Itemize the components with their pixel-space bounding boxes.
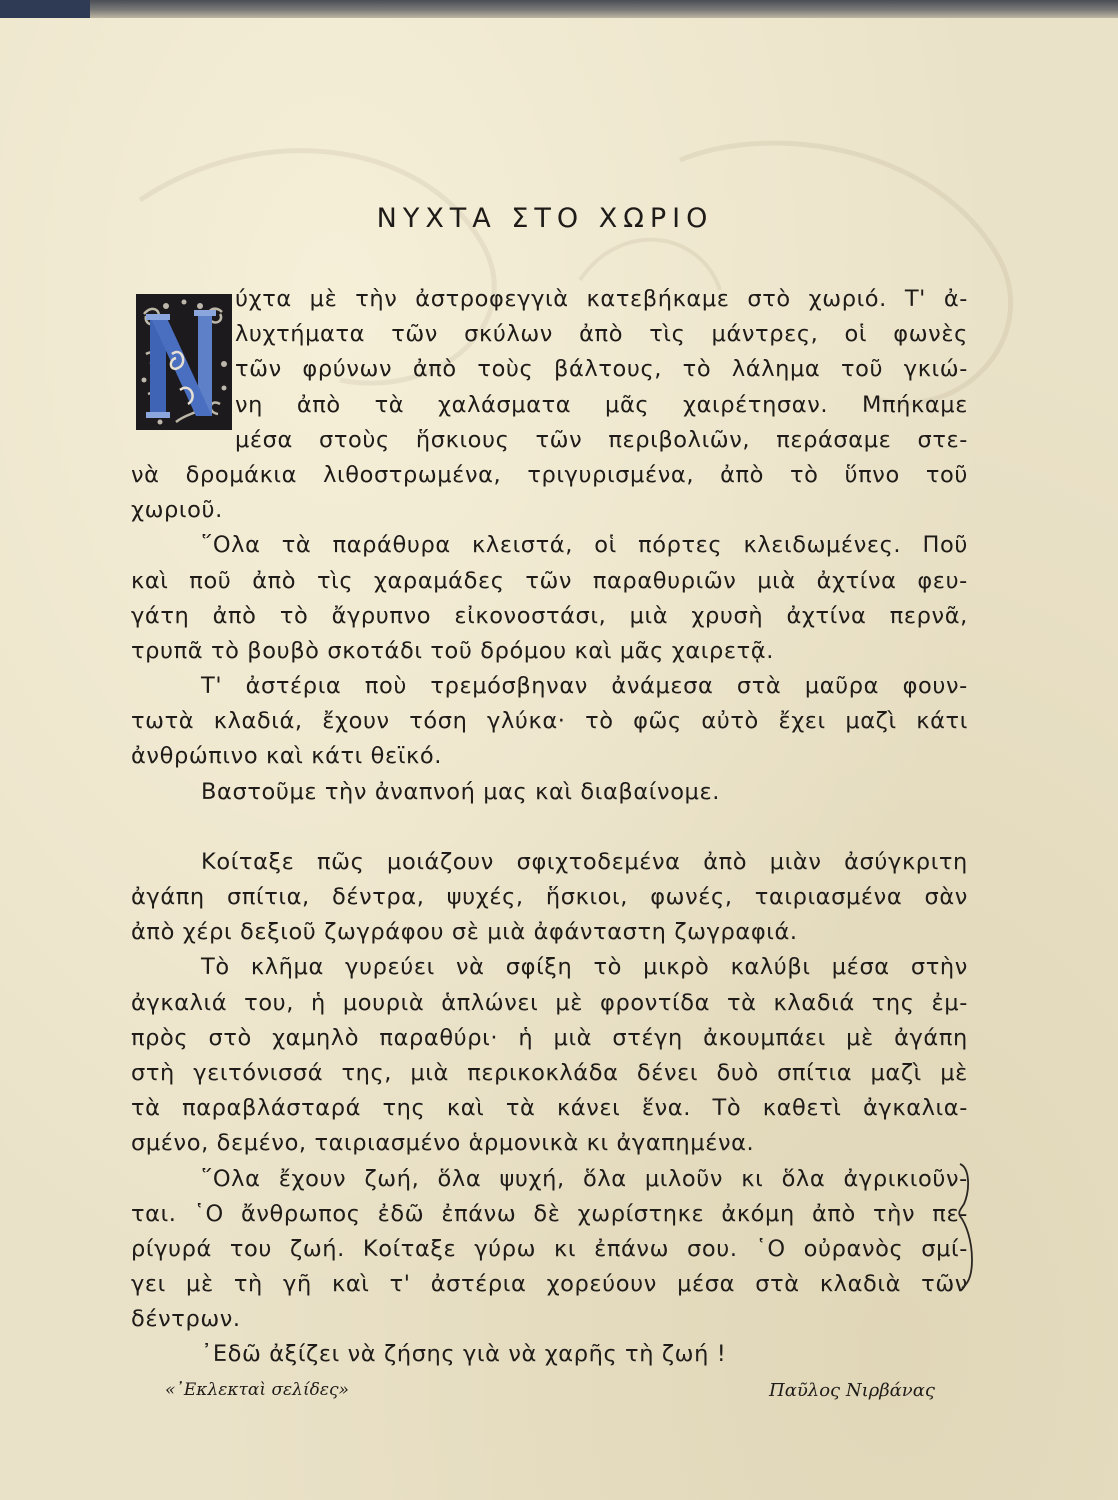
- word: ἀστέρια: [430, 1271, 527, 1298]
- text-line: [131, 1056, 968, 1091]
- word: λάλημα: [731, 356, 821, 383]
- word: τὴν: [873, 1200, 916, 1227]
- word: τόση: [409, 708, 468, 735]
- word: μιὰ: [487, 919, 526, 946]
- word: τὸ: [593, 954, 622, 981]
- word: σμί-: [921, 1235, 968, 1262]
- word: μουριὰ: [342, 989, 425, 1016]
- word: φρύνων: [302, 356, 393, 383]
- text-line: [131, 669, 968, 704]
- paragraph: [131, 1162, 968, 1338]
- word: ῾Ο: [193, 1200, 224, 1227]
- word: ἀπὸ: [131, 919, 175, 946]
- word: ἀγάπη: [894, 1024, 968, 1051]
- word: παραθύρι·: [379, 1024, 499, 1051]
- word: σπίτια,: [227, 884, 310, 910]
- word: νὰ: [131, 461, 160, 488]
- word: στε-: [917, 426, 968, 453]
- word: Τ': [201, 673, 223, 700]
- word: ύχτα: [235, 286, 292, 312]
- word: ρίγυρά: [131, 1235, 212, 1262]
- word: γάτη: [131, 602, 190, 629]
- text-line: [131, 1337, 968, 1372]
- word: ἀσύγκριτη: [844, 848, 968, 875]
- word: τὰ: [131, 1095, 161, 1122]
- word: ῞Ολα: [201, 532, 261, 559]
- word: ἀπὸ: [579, 321, 624, 348]
- word: καλύβι: [730, 954, 811, 981]
- word: στοὺς: [319, 426, 390, 453]
- word: της: [871, 989, 915, 1016]
- word: μᾶς: [619, 637, 664, 664]
- word: τὸ: [682, 356, 712, 383]
- word: τὸ: [211, 637, 240, 664]
- word: ἀγκαλια-: [863, 1095, 968, 1122]
- word: ἄνθρωπος: [240, 1200, 361, 1227]
- word: ἀνάμεσα: [611, 673, 714, 700]
- word: Τ': [904, 286, 926, 312]
- word: τὸ: [790, 461, 819, 488]
- paragraph: [131, 950, 968, 1161]
- word: ἥσκιους: [415, 426, 510, 453]
- word: μαῦρα: [804, 673, 880, 700]
- word: στὰ: [755, 1271, 800, 1298]
- word: ται.: [131, 1200, 177, 1227]
- word: ἁρμονικὰ: [468, 1130, 579, 1157]
- word: του: [229, 1235, 273, 1262]
- word: στὰ: [736, 673, 782, 700]
- word: τὴν: [324, 778, 368, 805]
- word: χορεύουν: [546, 1271, 657, 1298]
- word: του,: [244, 989, 295, 1016]
- word: της: [382, 1095, 426, 1122]
- word: μέσα: [677, 1271, 736, 1298]
- word: δρόμου: [480, 637, 567, 664]
- word: !: [716, 1341, 727, 1368]
- word: νη: [235, 391, 264, 418]
- word: ἡ: [311, 989, 326, 1016]
- word: μαζὶ: [845, 708, 897, 735]
- word: κατεβήκαμε: [586, 286, 730, 312]
- word: κάτι: [916, 708, 968, 735]
- word: ἀκουμπάει: [703, 1024, 826, 1051]
- word: χαρῆς: [544, 1341, 618, 1368]
- word: Βαστοῦμε: [201, 778, 318, 805]
- word: ἔχουν: [322, 708, 390, 735]
- text-line: [131, 845, 968, 880]
- word: ἐπάνω: [441, 1200, 517, 1227]
- top-binding-edge: [0, 0, 1118, 18]
- word: τὶς: [316, 567, 354, 594]
- word: καὶ: [265, 743, 304, 770]
- word: τῶν: [525, 567, 573, 594]
- word: αὐτὸ: [701, 708, 759, 735]
- word: χαραμάδες: [373, 567, 505, 594]
- section-gap: [131, 810, 968, 845]
- text-line: [131, 1197, 968, 1232]
- word: τοὺς: [477, 356, 534, 383]
- word: ψυχές,: [446, 884, 524, 910]
- text-line: [131, 458, 968, 493]
- word: ἀ-: [943, 286, 968, 312]
- word: γῆ: [283, 1271, 312, 1298]
- word: οἱ: [844, 321, 868, 348]
- word: γλύκα·: [487, 708, 566, 735]
- paragraph: [131, 775, 968, 810]
- text-line: [131, 1021, 968, 1056]
- text-line: [131, 388, 968, 423]
- paragraph: [131, 669, 968, 775]
- word: ἀγρικιοῦν-: [843, 1165, 968, 1192]
- word: Τὸ: [712, 1095, 742, 1122]
- word: ἐδῶ: [377, 1200, 425, 1227]
- word: ἀγαπημένα.: [616, 1130, 755, 1157]
- word: χαιρέτησαν.: [683, 391, 829, 418]
- word: δέντρων.: [131, 1306, 241, 1333]
- word: τὴν: [355, 286, 398, 312]
- word: ἀναπνοή: [374, 778, 476, 805]
- word: ποῦ: [189, 567, 232, 594]
- word: σφιχτοδεμένα: [516, 848, 681, 875]
- word: τρυπᾶ: [131, 637, 204, 664]
- word: ἐμ-: [931, 989, 968, 1016]
- word: δένει: [636, 1059, 699, 1086]
- word: ῾Ο: [755, 1235, 786, 1262]
- word: μάντρες,: [711, 321, 819, 348]
- word: χωριοῦ.: [131, 497, 223, 524]
- word: τῶν: [391, 321, 438, 348]
- word: χωριό.: [808, 286, 887, 312]
- word: τὸ: [279, 602, 309, 629]
- word: στὸ: [747, 286, 791, 312]
- word: μιὰ: [553, 1024, 593, 1051]
- word: τ': [389, 1271, 411, 1298]
- word: στέγη: [612, 1024, 683, 1051]
- word: περιβολιῶν,: [608, 426, 751, 453]
- word: Ποῦ: [922, 532, 968, 559]
- word: σφίξη: [505, 954, 573, 981]
- word: δὲ: [533, 1200, 561, 1227]
- word: κλαδιά,: [213, 708, 303, 735]
- word: χαιρετᾷ.: [671, 637, 774, 664]
- word: χωρίστηκε: [577, 1200, 705, 1227]
- text-line: [131, 1091, 968, 1126]
- word: θεϊκό.: [370, 743, 442, 770]
- text-line: [131, 739, 968, 774]
- word: μιὰ: [757, 567, 796, 594]
- word: τοῦ: [430, 637, 473, 664]
- word: γει: [131, 1271, 166, 1298]
- text-line: [131, 317, 968, 352]
- word: περνᾶ,: [889, 602, 968, 629]
- word: ἐπάνω: [594, 1235, 670, 1262]
- word: φωνὲς: [893, 321, 968, 348]
- word: νὰ: [456, 954, 485, 981]
- word: στὴ: [131, 1059, 175, 1086]
- word: βουβὸ: [247, 637, 320, 664]
- word: Κοίταξε: [201, 848, 295, 875]
- word: ἀπὸ: [296, 391, 341, 418]
- word: μιὰν: [769, 848, 822, 875]
- margin-bracket-mark: [956, 1160, 986, 1290]
- word: πρὸς: [131, 1024, 189, 1051]
- word: γιὰ: [463, 1341, 501, 1368]
- word: κλειδωμένες.: [743, 532, 902, 559]
- word: ἀπὸ: [811, 1200, 856, 1227]
- word: οἱ: [594, 532, 617, 559]
- word: ταιριασμένο: [314, 1130, 461, 1157]
- word: ἀπὸ: [703, 848, 748, 875]
- page-title: ΝΥΧΤΑ ΣΤΟ ΧΩΡΙΟ: [376, 203, 714, 234]
- word: τωτὰ: [131, 708, 195, 735]
- source-title: «᾽Εκλεκταὶ σελίδες»: [165, 1380, 349, 1400]
- word: πόρτες: [638, 532, 723, 559]
- word: καὶ: [131, 567, 169, 594]
- word: κλῆμα: [250, 954, 324, 981]
- word: φευ-: [917, 567, 968, 594]
- word: στὸ: [208, 1024, 252, 1051]
- word: περάσαμε: [776, 426, 892, 453]
- word: μαζὶ: [870, 1059, 922, 1086]
- word: φωνές,: [650, 884, 733, 910]
- text-line: [131, 564, 968, 599]
- text-line: [131, 528, 968, 563]
- word: ζωή,: [364, 1165, 420, 1192]
- word: ταιριασμένα: [754, 884, 903, 910]
- text-line: [131, 986, 968, 1021]
- word: μας: [483, 778, 528, 805]
- word: ῞Ολα: [201, 1165, 261, 1192]
- word: δυὸ: [716, 1059, 759, 1086]
- word: ἀχτίνα: [786, 602, 867, 629]
- word: ἀχτίνα: [816, 567, 897, 594]
- word: λιθοστρωμένα,: [323, 461, 502, 488]
- text-line: [131, 634, 968, 669]
- word: παράθυρα: [332, 532, 451, 559]
- author-name: Παῦλος Νιρβάνας: [769, 1380, 935, 1401]
- word: ὅλα: [437, 1165, 482, 1192]
- word: νὰ: [508, 1341, 537, 1368]
- text-line: [131, 704, 968, 739]
- word: ἕνα.: [641, 1095, 691, 1122]
- word: ζωγράφου: [324, 919, 445, 946]
- word: ἁπλώνει: [441, 989, 539, 1016]
- text-line: [131, 1302, 968, 1337]
- word: εἰκονοστάσι,: [454, 602, 607, 629]
- paragraph: [131, 845, 968, 951]
- cover-edge: [0, 0, 90, 18]
- word: δεξιοῦ: [239, 919, 317, 946]
- word: σπίτια: [777, 1059, 853, 1086]
- word: Τὸ: [201, 954, 230, 981]
- word: μὲ: [940, 1059, 968, 1086]
- word: τὰ: [281, 532, 312, 559]
- word: μέσα: [235, 426, 293, 453]
- word: πῶς: [317, 848, 365, 875]
- word: παραβλάσταρά: [182, 1095, 362, 1122]
- word: Μπήκαμε: [861, 391, 968, 418]
- word: ἀκόμη: [721, 1200, 795, 1227]
- word: τοῦ: [840, 356, 884, 383]
- word: τὶς: [649, 321, 686, 348]
- word: μοιάζουν: [387, 848, 494, 875]
- word: ἔχουν: [278, 1165, 347, 1192]
- word: καὶ: [331, 1271, 370, 1298]
- word: φροντίδα: [600, 989, 711, 1016]
- word: μὲ: [186, 1271, 214, 1298]
- word: μιὰ: [629, 602, 669, 629]
- word: χαμηλὸ: [272, 1024, 360, 1051]
- word: λυχτήματα: [235, 321, 366, 348]
- word: ὕπνο: [844, 461, 900, 488]
- word: γυρεύει: [345, 954, 435, 981]
- word: γκιώ-: [903, 356, 968, 383]
- word: ἀστέρια: [245, 673, 342, 700]
- word: σκύλων: [464, 321, 553, 348]
- word: σὰν: [924, 884, 968, 910]
- word: πε-: [932, 1200, 968, 1227]
- word: ἀξίζει: [269, 1341, 340, 1368]
- word: μὲ: [309, 286, 338, 312]
- word: Κοίταξε: [362, 1235, 457, 1262]
- word: ἀστροφεγγιὰ: [415, 286, 569, 312]
- word: κάνει: [556, 1095, 621, 1122]
- word: μὲ: [555, 989, 584, 1016]
- word: ἄγρυπνο: [331, 602, 432, 629]
- text-line: [131, 880, 968, 915]
- text-line: [131, 950, 968, 985]
- word: μιλοῦν: [644, 1165, 724, 1192]
- word: τρεμόσβηναν: [430, 673, 588, 700]
- word: ἡ: [518, 1024, 534, 1051]
- word: κι: [586, 1130, 609, 1157]
- word: δρομάκια: [185, 461, 298, 488]
- word: ποὺ: [364, 673, 407, 700]
- word: ζήσης: [384, 1341, 456, 1368]
- word: τοῦ: [925, 461, 968, 488]
- text-line: [131, 915, 968, 950]
- word: παραθυριῶν: [592, 567, 737, 594]
- text-line: [131, 1267, 968, 1302]
- word: κλειστά,: [472, 532, 573, 559]
- text-line: [131, 1162, 968, 1197]
- text-line: [131, 423, 968, 458]
- word: τὰ: [727, 989, 757, 1016]
- word: τῶν: [235, 356, 282, 383]
- word: καὶ: [446, 1095, 485, 1122]
- word: κι: [554, 1235, 577, 1262]
- text-line: [131, 1126, 968, 1161]
- word: φῶς: [633, 708, 682, 735]
- article-body: [131, 282, 968, 1373]
- text-line: [131, 352, 968, 387]
- word: μᾶς: [605, 391, 650, 418]
- paragraph: [131, 528, 968, 669]
- word: τὴ: [233, 1271, 263, 1298]
- word: γύρω: [474, 1235, 537, 1262]
- text-line: [131, 775, 968, 810]
- word: ζωγραφιά.: [674, 919, 798, 946]
- word: καὶ: [574, 637, 613, 664]
- word: χέρι: [182, 919, 233, 946]
- word: μὲ: [846, 1024, 874, 1051]
- word: δέντρα,: [331, 884, 425, 910]
- text-line: [131, 599, 968, 634]
- word: ὅλα: [582, 1165, 627, 1192]
- word: ἀφάνταστη: [533, 919, 667, 946]
- word: τῶν: [921, 1271, 968, 1298]
- word: βάλτους,: [554, 356, 663, 383]
- word: κλαδιά: [773, 989, 855, 1016]
- word: διαβαίνομε.: [580, 778, 720, 805]
- word: τὰ: [505, 1095, 536, 1122]
- word: σμένο,: [131, 1130, 209, 1157]
- word: ζωή: [661, 1341, 709, 1368]
- word: ζωή.: [290, 1235, 345, 1262]
- paragraph: [131, 1337, 968, 1372]
- word: τὴ: [625, 1341, 655, 1368]
- word: ὅλα: [781, 1165, 826, 1192]
- word: καὶ: [535, 778, 573, 805]
- word: δεμένο,: [216, 1130, 307, 1157]
- word: τὸ: [585, 708, 614, 735]
- word: νὰ: [347, 1341, 377, 1368]
- word: ἀπὸ: [412, 356, 457, 383]
- word: χρυσὴ: [691, 602, 764, 629]
- word: χαλάσματα: [438, 391, 572, 418]
- word: ἥσκιοι,: [545, 884, 629, 910]
- word: κάτι: [311, 743, 363, 770]
- word: τὰ: [374, 391, 405, 418]
- word: κλαδιὰ: [819, 1271, 902, 1298]
- word: σου.: [686, 1235, 738, 1262]
- word: φουν-: [902, 673, 968, 700]
- word: περικοκλάδα: [467, 1059, 619, 1086]
- word: ᾽Εδῶ: [201, 1341, 262, 1368]
- word: σὲ: [451, 919, 480, 946]
- word: τριγυρισμένα,: [527, 461, 695, 488]
- word: ἀνθρώπινο: [131, 743, 259, 770]
- word: ἀγκαλιά: [131, 989, 228, 1016]
- text-line: [131, 1232, 968, 1267]
- word: γειτόνισσά: [193, 1059, 324, 1086]
- word: τῶν: [535, 426, 583, 453]
- word: της,: [341, 1059, 393, 1086]
- word: μέσα: [831, 954, 890, 981]
- word: ψυχή,: [499, 1165, 565, 1192]
- word: κι: [741, 1165, 764, 1192]
- word: ἀπὸ: [212, 602, 257, 629]
- word: ἀπὸ: [720, 461, 765, 488]
- word: σκοτάδι: [327, 637, 423, 664]
- word: οὐρανὸς: [803, 1235, 904, 1262]
- text-line: [131, 493, 968, 528]
- word: μιὰ: [410, 1059, 449, 1086]
- word: μικρὸ: [643, 954, 710, 981]
- text-line: [131, 282, 968, 317]
- word: στὴν: [910, 954, 968, 981]
- word: καθετὶ: [762, 1095, 842, 1122]
- paragraph: [131, 282, 968, 528]
- word: ἀπὸ: [252, 567, 297, 594]
- word: ἔχει: [778, 708, 826, 735]
- word: ἀγάπη: [131, 884, 205, 910]
